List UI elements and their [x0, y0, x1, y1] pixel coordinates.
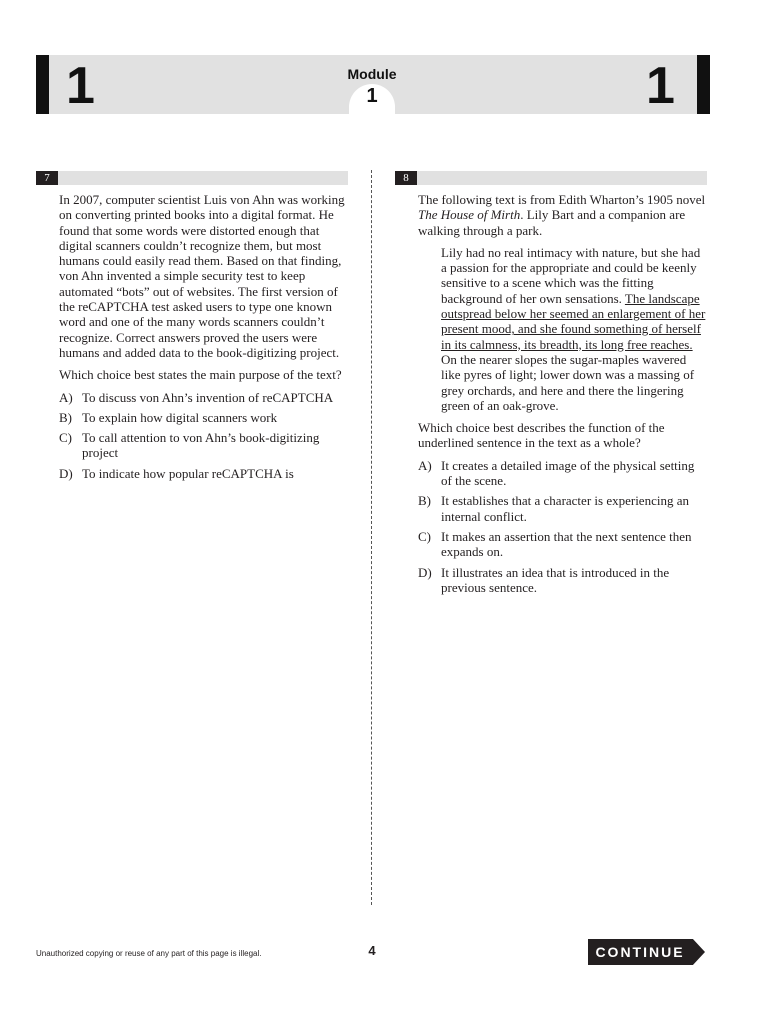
question-8-intro [418, 192, 708, 238]
page-number: 4 [368, 943, 376, 958]
question-7-bar [36, 171, 348, 185]
quote-text: Lily had no real intimacy with nature, but she had a passion for the appropriate and could be keenly sensitive to a scene which was the fitting background of her own sensations. [441, 244, 701, 306]
choice-letter: A) [59, 389, 73, 405]
choice-letter: D) [59, 465, 73, 481]
section-number-left: 1 [66, 57, 95, 115]
choice-letter: B) [418, 493, 431, 509]
choice-text: To call attention to von Ahn’s book-digitizing project [82, 430, 320, 461]
choice-text: It makes an assertion that the next sentence then expands on. [441, 528, 692, 560]
choice-d[interactable] [418, 565, 708, 596]
choice-d[interactable] [59, 466, 349, 481]
choice-letter: A) [418, 457, 432, 473]
question-8-choices [418, 458, 708, 595]
header-left-bar [36, 55, 49, 114]
choice-c[interactable] [418, 529, 708, 560]
quote-text: On the nearer slopes the sugar-maples wavered like pyres of light; lower down was a massing of grey orchards, and here and there the lingering green of an oak-grove. [441, 351, 695, 413]
section-number-right: 1 [646, 57, 675, 115]
choice-text: To discuss von Ahn’s invention of reCAPTCHA [82, 389, 334, 405]
choice-b[interactable] [59, 410, 349, 425]
choice-letter: D) [418, 564, 432, 580]
continue-label: CONTINUE [595, 944, 685, 960]
module-number: 1 [366, 85, 378, 107]
question-8 [418, 192, 708, 600]
question-7-prompt: Which choice best states the main purpose of the text? [59, 367, 342, 383]
question-7-passage: In 2007, computer scientist Luis von Ahn was working on converting printed books into a digital format. He found that some words were distorted enough that digital scanners couldn’t recognize them, but most humans could easily read them. Based on that finding, von Ahn invented a simple security test to keep automated “bots” out of websites. The first version of the reCAPTCHA test asked users to type one known word and one of the many words scanners couldn’t recognize. Correct answers proved the users were humans and added data to the book-digitizing project. [59, 192, 345, 360]
header-right-bar [697, 55, 710, 114]
copyright-notice: Unauthorized copying or reuse of any part of this page is illegal. [36, 949, 262, 958]
column-divider [371, 170, 372, 905]
continue-button[interactable] [588, 939, 706, 965]
intro-text: . Lily Bart and a companion are walking through a park. [418, 207, 686, 238]
choice-a[interactable] [59, 390, 349, 405]
question-7-choices [59, 390, 349, 481]
question-7 [59, 192, 349, 486]
intro-text: The following text is from Edith Wharton’s 1905 novel [418, 192, 706, 207]
choice-b[interactable] [418, 493, 708, 524]
question-8-prompt: Which choice best describes the function of the underlined sentence in the text as a whole? [418, 420, 665, 451]
choice-c[interactable] [59, 430, 349, 461]
question-8-quote [441, 245, 708, 413]
question-7-number: 7 [36, 171, 58, 185]
underlined-sentence: The landscape outspread below her seemed an enlargement of her present mood, and she found something of herself in its calmness, its breadth, its long free reaches. [441, 290, 706, 352]
question-8-number: 8 [395, 171, 417, 185]
choice-a[interactable] [418, 458, 708, 489]
question-8-bar [395, 171, 707, 185]
choice-text: To indicate how popular reCAPTCHA is [82, 465, 294, 481]
choice-text: It creates a detailed image of the physical setting of the scene. [441, 457, 695, 489]
choice-letter: C) [418, 528, 431, 544]
choice-text: It illustrates an idea that is introduced in the previous sentence. [441, 564, 670, 595]
choice-letter: B) [59, 409, 72, 425]
choice-text: To explain how digital scanners work [82, 409, 278, 425]
choice-letter: C) [59, 430, 72, 446]
choice-text: It establishes that a character is experiencing an internal conflict. [441, 493, 689, 524]
book-title: The House of Mirth [418, 207, 521, 223]
module-label: Module [347, 66, 397, 82]
